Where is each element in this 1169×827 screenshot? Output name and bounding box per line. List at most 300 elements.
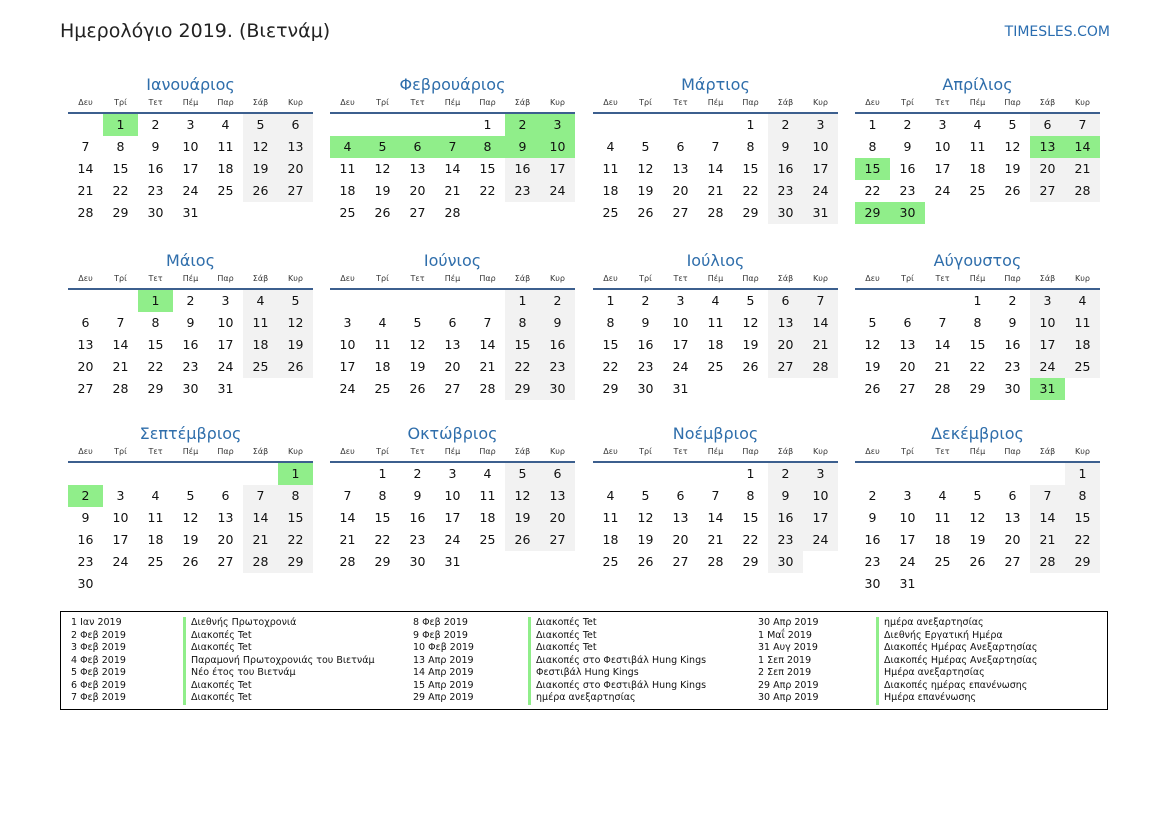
day-cell: 3 bbox=[803, 114, 838, 136]
day-cell: 12 bbox=[637, 161, 654, 176]
holiday-cell: 13 bbox=[1030, 136, 1065, 158]
empty-cell bbox=[208, 463, 243, 485]
weekday-label: Παρ bbox=[217, 274, 234, 283]
day-cell: 15 bbox=[602, 337, 619, 352]
day-cell: 17 bbox=[217, 337, 234, 352]
day-cell: 12 bbox=[182, 510, 199, 525]
day-cell: 21 bbox=[803, 334, 838, 356]
weekday-label: Τρί bbox=[901, 447, 914, 456]
legend-date: 8 Φεβ 2019 bbox=[413, 617, 468, 628]
day-cell: 25 bbox=[707, 359, 724, 374]
day-cell: 2 bbox=[1008, 293, 1017, 308]
month-name: Αύγουστος bbox=[933, 251, 1022, 270]
day-cell: 2 bbox=[768, 463, 803, 485]
day-cell: 7 bbox=[938, 315, 947, 330]
day-cell: 31 bbox=[444, 554, 461, 569]
day-cell: 24 bbox=[540, 180, 575, 202]
day-cell: 17 bbox=[1030, 334, 1065, 356]
day-grid bbox=[68, 114, 313, 224]
weekday-label: Σάβ bbox=[252, 447, 269, 456]
day-grid bbox=[330, 290, 575, 400]
weekday-label: Τρί bbox=[376, 274, 389, 283]
legend-date: 14 Απρ 2019 bbox=[413, 667, 474, 678]
legend-date: 3 Φεβ 2019 bbox=[71, 642, 126, 653]
month-name: Ιανουάριος bbox=[146, 75, 235, 94]
empty-cell bbox=[663, 114, 698, 136]
day-cell: 15 bbox=[969, 337, 986, 352]
day-cell: 11 bbox=[479, 488, 496, 503]
legend-column-3 bbox=[758, 617, 1037, 705]
day-cell: 25 bbox=[602, 554, 619, 569]
empty-cell bbox=[663, 463, 698, 485]
day-grid bbox=[593, 290, 838, 400]
weekday-label: Πέμ bbox=[969, 98, 986, 107]
day-cell: 12 bbox=[409, 337, 426, 352]
day-cell: 19 bbox=[374, 183, 391, 198]
day-cell: 29 bbox=[742, 205, 759, 220]
month-3 bbox=[593, 74, 838, 224]
weekday-label: Δευ bbox=[340, 274, 355, 283]
day-cell: 8 bbox=[868, 139, 877, 154]
weekday-label: Κυρ bbox=[550, 98, 565, 107]
day-cell: 13 bbox=[409, 161, 426, 176]
weekday-label: Παρ bbox=[742, 447, 759, 456]
day-cell: 10 bbox=[934, 139, 951, 154]
day-cell: 14 bbox=[707, 161, 724, 176]
day-cell: 22 bbox=[1065, 529, 1100, 551]
day-cell: 6 bbox=[540, 463, 575, 485]
month-10 bbox=[330, 423, 575, 573]
day-cell: 24 bbox=[112, 554, 129, 569]
day-cell: 24 bbox=[339, 381, 356, 396]
day-grid bbox=[593, 114, 838, 224]
day-grid bbox=[593, 463, 838, 573]
empty-cell bbox=[890, 290, 925, 312]
day-cell: 22 bbox=[479, 183, 496, 198]
month-name: Σεπτέμβριος bbox=[139, 424, 242, 443]
day-cell: 30 bbox=[637, 381, 654, 396]
day-cell: 26 bbox=[278, 356, 313, 378]
day-cell: 21 bbox=[1030, 529, 1065, 551]
day-cell: 11 bbox=[707, 315, 724, 330]
day-cell: 14 bbox=[112, 337, 129, 352]
day-cell: 15 bbox=[112, 161, 129, 176]
day-cell: 27 bbox=[77, 381, 94, 396]
day-cell: 5 bbox=[278, 290, 313, 312]
day-cell: 8 bbox=[505, 312, 540, 334]
day-cell: 10 bbox=[444, 488, 461, 503]
day-cell: 18 bbox=[243, 334, 278, 356]
day-grid bbox=[855, 463, 1100, 595]
day-cell: 29 bbox=[742, 554, 759, 569]
holiday-cell: 1 bbox=[103, 114, 138, 136]
day-cell: 13 bbox=[672, 510, 689, 525]
day-cell: 1 bbox=[483, 117, 492, 132]
day-cell: 1 bbox=[746, 117, 755, 132]
month-name: Νοέμβριος bbox=[672, 424, 759, 443]
legend-row bbox=[758, 630, 1037, 643]
day-cell: 23 bbox=[1004, 359, 1021, 374]
day-cell: 18 bbox=[934, 532, 951, 547]
empty-cell bbox=[435, 290, 470, 312]
holiday-cell: 30 bbox=[890, 202, 925, 224]
weekday-label: Τετ bbox=[148, 447, 163, 456]
empty-cell bbox=[593, 114, 628, 136]
day-cell: 22 bbox=[374, 532, 391, 547]
weekday-label: Δευ bbox=[340, 98, 355, 107]
day-cell: 18 bbox=[602, 532, 619, 547]
day-cell: 4 bbox=[938, 488, 947, 503]
day-cell: 20 bbox=[409, 183, 426, 198]
day-cell: 17 bbox=[112, 532, 129, 547]
weekday-label: Πέμ bbox=[707, 98, 724, 107]
weekday-label: Σάβ bbox=[514, 98, 531, 107]
weekday-label: Πέμ bbox=[182, 274, 199, 283]
day-cell: 17 bbox=[182, 161, 199, 176]
day-cell: 12 bbox=[505, 485, 540, 507]
day-cell: 7 bbox=[711, 488, 720, 503]
weekday-label: Τρί bbox=[639, 447, 652, 456]
day-cell: 2 bbox=[768, 114, 803, 136]
day-cell: 7 bbox=[343, 488, 352, 503]
day-cell: 4 bbox=[606, 488, 615, 503]
day-cell: 27 bbox=[1030, 180, 1065, 202]
day-cell: 5 bbox=[186, 488, 195, 503]
day-cell: 8 bbox=[116, 139, 125, 154]
day-cell: 8 bbox=[1065, 485, 1100, 507]
day-cell: 27 bbox=[899, 381, 916, 396]
day-cell: 13 bbox=[768, 312, 803, 334]
legend-holiday-name: Διεθνής Εργατική Ημέρα bbox=[876, 630, 1003, 643]
weekday-header bbox=[68, 445, 313, 463]
empty-cell bbox=[995, 463, 1030, 485]
legend-date: 6 Φεβ 2019 bbox=[71, 679, 126, 691]
weekday-label: Πέμ bbox=[444, 98, 461, 107]
day-cell: 6 bbox=[676, 488, 685, 503]
month-name: Ιούλιος bbox=[686, 251, 745, 270]
day-cell: 22 bbox=[112, 183, 129, 198]
site-link[interactable]: TIMESLES.COM bbox=[1004, 24, 1110, 40]
day-cell: 12 bbox=[278, 312, 313, 334]
day-cell: 24 bbox=[444, 532, 461, 547]
day-cell: 17 bbox=[803, 507, 838, 529]
day-cell: 19 bbox=[742, 337, 759, 352]
day-cell: 25 bbox=[374, 381, 391, 396]
empty-cell bbox=[330, 290, 365, 312]
empty-cell bbox=[698, 114, 733, 136]
day-cell: 4 bbox=[973, 117, 982, 132]
weekday-header bbox=[68, 272, 313, 290]
day-cell: 11 bbox=[969, 139, 986, 154]
day-cell: 21 bbox=[112, 359, 129, 374]
day-cell: 26 bbox=[182, 554, 199, 569]
day-cell: 25 bbox=[217, 183, 234, 198]
weekday-label: Πέμ bbox=[444, 447, 461, 456]
legend-row bbox=[758, 692, 1037, 705]
weekday-label: Κυρ bbox=[288, 98, 303, 107]
holiday-cell: 31 bbox=[1030, 378, 1065, 400]
weekday-label: Σάβ bbox=[1039, 447, 1056, 456]
day-cell: 2 bbox=[151, 117, 160, 132]
month-name: Μάιος bbox=[166, 251, 215, 270]
legend-date: 29 Απρ 2019 bbox=[758, 679, 819, 691]
day-cell: 25 bbox=[934, 554, 951, 569]
day-cell: 10 bbox=[182, 139, 199, 154]
legend-row bbox=[71, 655, 375, 668]
weekday-label: Σάβ bbox=[777, 274, 794, 283]
empty-cell bbox=[68, 290, 103, 312]
day-cell: 21 bbox=[479, 359, 496, 374]
empty-cell bbox=[243, 463, 278, 485]
day-cell: 16 bbox=[637, 337, 654, 352]
legend-row bbox=[413, 692, 706, 705]
day-cell: 24 bbox=[803, 529, 838, 551]
holiday-legend bbox=[60, 611, 1108, 710]
day-cell: 8 bbox=[746, 139, 755, 154]
empty-cell bbox=[365, 114, 400, 136]
empty-cell bbox=[1030, 463, 1065, 485]
weekday-label: Πέμ bbox=[707, 274, 724, 283]
weekday-label: Σάβ bbox=[777, 98, 794, 107]
day-cell: 4 bbox=[1065, 290, 1100, 312]
day-cell: 27 bbox=[278, 180, 313, 202]
day-cell: 9 bbox=[641, 315, 650, 330]
legend-row bbox=[758, 667, 1037, 680]
day-cell: 8 bbox=[278, 485, 313, 507]
weekday-label: Παρ bbox=[479, 98, 496, 107]
legend-column-1 bbox=[71, 617, 375, 705]
day-cell: 27 bbox=[672, 554, 689, 569]
day-cell: 19 bbox=[637, 183, 654, 198]
day-cell: 28 bbox=[1030, 551, 1065, 573]
day-cell: 11 bbox=[217, 139, 234, 154]
day-cell: 5 bbox=[641, 139, 650, 154]
weekday-label: Τετ bbox=[935, 274, 950, 283]
empty-cell bbox=[68, 114, 103, 136]
day-cell: 2 bbox=[641, 293, 650, 308]
day-cell: 5 bbox=[243, 114, 278, 136]
day-cell: 4 bbox=[378, 315, 387, 330]
day-cell: 5 bbox=[1008, 117, 1017, 132]
day-cell: 8 bbox=[378, 488, 387, 503]
legend-holiday-name: Διακοπές Tet bbox=[528, 642, 597, 655]
weekday-label: Τετ bbox=[673, 447, 688, 456]
day-cell: 27 bbox=[672, 205, 689, 220]
legend-holiday-name: Παραμονή Πρωτοχρονιάς του Βιετνάμ bbox=[183, 655, 375, 668]
weekday-label: Σάβ bbox=[1039, 274, 1056, 283]
day-cell: 28 bbox=[934, 381, 951, 396]
day-cell: 29 bbox=[278, 551, 313, 573]
day-cell: 16 bbox=[768, 158, 803, 180]
day-cell: 22 bbox=[864, 183, 881, 198]
day-cell: 12 bbox=[864, 337, 881, 352]
day-cell: 1 bbox=[973, 293, 982, 308]
day-cell: 16 bbox=[768, 507, 803, 529]
weekday-label: Τρί bbox=[639, 98, 652, 107]
day-cell: 20 bbox=[540, 507, 575, 529]
day-cell: 29 bbox=[969, 381, 986, 396]
day-cell: 10 bbox=[339, 337, 356, 352]
day-cell: 25 bbox=[1065, 356, 1100, 378]
day-cell: 8 bbox=[746, 488, 755, 503]
day-cell: 11 bbox=[339, 161, 356, 176]
weekday-label: Κυρ bbox=[550, 274, 565, 283]
day-cell: 5 bbox=[868, 315, 877, 330]
month-11 bbox=[593, 423, 838, 573]
holiday-cell: 8 bbox=[470, 136, 505, 158]
day-cell: 16 bbox=[409, 510, 426, 525]
day-cell: 20 bbox=[1004, 532, 1021, 547]
holiday-cell: 7 bbox=[435, 136, 470, 158]
weekday-label: Τρί bbox=[114, 98, 127, 107]
legend-date: 1 Ιαν 2019 bbox=[71, 617, 122, 628]
day-cell: 20 bbox=[77, 359, 94, 374]
holiday-cell: 9 bbox=[505, 136, 540, 158]
month-name: Δεκέμβριος bbox=[931, 424, 1024, 443]
day-cell: 24 bbox=[672, 359, 689, 374]
month-7 bbox=[593, 250, 838, 400]
day-cell: 9 bbox=[868, 510, 877, 525]
day-cell: 18 bbox=[969, 161, 986, 176]
weekday-label: Κυρ bbox=[550, 447, 565, 456]
weekday-label: Παρ bbox=[479, 447, 496, 456]
day-cell: 15 bbox=[1065, 507, 1100, 529]
weekday-label: Σάβ bbox=[1039, 98, 1056, 107]
day-cell: 19 bbox=[505, 507, 540, 529]
day-cell: 20 bbox=[768, 334, 803, 356]
day-cell: 5 bbox=[505, 463, 540, 485]
day-cell: 18 bbox=[479, 510, 496, 525]
day-cell: 17 bbox=[339, 359, 356, 374]
legend-holiday-name: ημέρα ανεξαρτησίας bbox=[528, 692, 636, 705]
day-cell: 27 bbox=[217, 554, 234, 569]
day-cell: 23 bbox=[899, 183, 916, 198]
weekday-label: Κυρ bbox=[1075, 98, 1090, 107]
day-cell: 26 bbox=[409, 381, 426, 396]
day-cell: 7 bbox=[243, 485, 278, 507]
day-cell: 3 bbox=[116, 488, 125, 503]
day-cell: 15 bbox=[374, 510, 391, 525]
holiday-cell: 4 bbox=[330, 136, 365, 158]
day-cell: 18 bbox=[339, 183, 356, 198]
empty-cell bbox=[435, 114, 470, 136]
legend-date: 29 Απρ 2019 bbox=[413, 692, 474, 703]
weekday-label: Τρί bbox=[114, 447, 127, 456]
day-cell: 19 bbox=[864, 359, 881, 374]
day-cell: 16 bbox=[77, 532, 94, 547]
day-cell: 20 bbox=[672, 532, 689, 547]
day-cell: 12 bbox=[742, 315, 759, 330]
empty-cell bbox=[330, 114, 365, 136]
day-cell: 26 bbox=[374, 205, 391, 220]
holiday-cell: 14 bbox=[1065, 136, 1100, 158]
weekday-label: Πέμ bbox=[707, 447, 724, 456]
day-cell: 16 bbox=[540, 334, 575, 356]
day-cell: 25 bbox=[969, 183, 986, 198]
day-cell: 15 bbox=[147, 337, 164, 352]
legend-row bbox=[413, 630, 706, 643]
day-cell: 22 bbox=[278, 529, 313, 551]
holiday-cell: 1 bbox=[278, 463, 313, 485]
day-grid bbox=[855, 290, 1100, 400]
day-cell: 25 bbox=[147, 554, 164, 569]
legend-row bbox=[71, 692, 375, 705]
day-cell: 26 bbox=[637, 554, 654, 569]
day-cell: 15 bbox=[742, 161, 759, 176]
day-cell: 23 bbox=[505, 180, 540, 202]
weekday-label: Κυρ bbox=[813, 98, 828, 107]
day-cell: 21 bbox=[707, 532, 724, 547]
day-cell: 21 bbox=[243, 529, 278, 551]
empty-cell bbox=[925, 463, 960, 485]
day-cell: 20 bbox=[278, 158, 313, 180]
day-cell: 19 bbox=[969, 532, 986, 547]
day-cell: 9 bbox=[81, 510, 90, 525]
day-cell: 27 bbox=[768, 356, 803, 378]
day-cell: 1 bbox=[505, 290, 540, 312]
day-cell: 7 bbox=[711, 139, 720, 154]
day-grid bbox=[330, 463, 575, 573]
empty-cell bbox=[960, 463, 995, 485]
day-cell: 25 bbox=[602, 205, 619, 220]
day-cell: 9 bbox=[413, 488, 422, 503]
weekday-label: Παρ bbox=[217, 98, 234, 107]
day-cell: 17 bbox=[803, 158, 838, 180]
day-cell: 13 bbox=[444, 337, 461, 352]
empty-cell bbox=[103, 463, 138, 485]
day-cell: 7 bbox=[116, 315, 125, 330]
day-cell: 14 bbox=[1030, 507, 1065, 529]
weekday-header bbox=[855, 272, 1100, 290]
day-cell: 6 bbox=[81, 315, 90, 330]
month-5 bbox=[68, 250, 313, 400]
month-8 bbox=[855, 250, 1100, 400]
day-cell: 3 bbox=[1030, 290, 1065, 312]
day-cell: 19 bbox=[243, 158, 278, 180]
day-cell: 28 bbox=[112, 381, 129, 396]
day-cell: 14 bbox=[77, 161, 94, 176]
empty-cell bbox=[138, 463, 173, 485]
legend-holiday-name: Ημέρα επανένωσης bbox=[876, 692, 976, 705]
holiday-cell: 5 bbox=[365, 136, 400, 158]
legend-holiday-name: Διακοπές Tet bbox=[183, 630, 252, 643]
day-cell: 8 bbox=[151, 315, 160, 330]
day-cell: 10 bbox=[899, 510, 916, 525]
day-cell: 25 bbox=[243, 356, 278, 378]
day-cell: 26 bbox=[243, 180, 278, 202]
empty-cell bbox=[855, 290, 890, 312]
day-cell: 10 bbox=[672, 315, 689, 330]
legend-row bbox=[758, 680, 1037, 693]
weekday-label: Σάβ bbox=[514, 447, 531, 456]
weekday-label: Τρί bbox=[376, 98, 389, 107]
day-cell: 23 bbox=[637, 359, 654, 374]
day-cell: 26 bbox=[969, 554, 986, 569]
weekday-label: Παρ bbox=[742, 274, 759, 283]
day-cell: 28 bbox=[339, 554, 356, 569]
day-cell: 15 bbox=[278, 507, 313, 529]
day-cell: 24 bbox=[899, 554, 916, 569]
weekday-header bbox=[68, 96, 313, 114]
month-12 bbox=[855, 423, 1100, 595]
day-cell: 28 bbox=[444, 205, 461, 220]
weekday-label: Σάβ bbox=[252, 98, 269, 107]
day-cell: 6 bbox=[676, 139, 685, 154]
legend-date: 15 Απρ 2019 bbox=[413, 679, 474, 691]
day-cell: 28 bbox=[803, 356, 838, 378]
legend-date: 7 Φεβ 2019 bbox=[71, 692, 126, 703]
month-1 bbox=[68, 74, 313, 224]
